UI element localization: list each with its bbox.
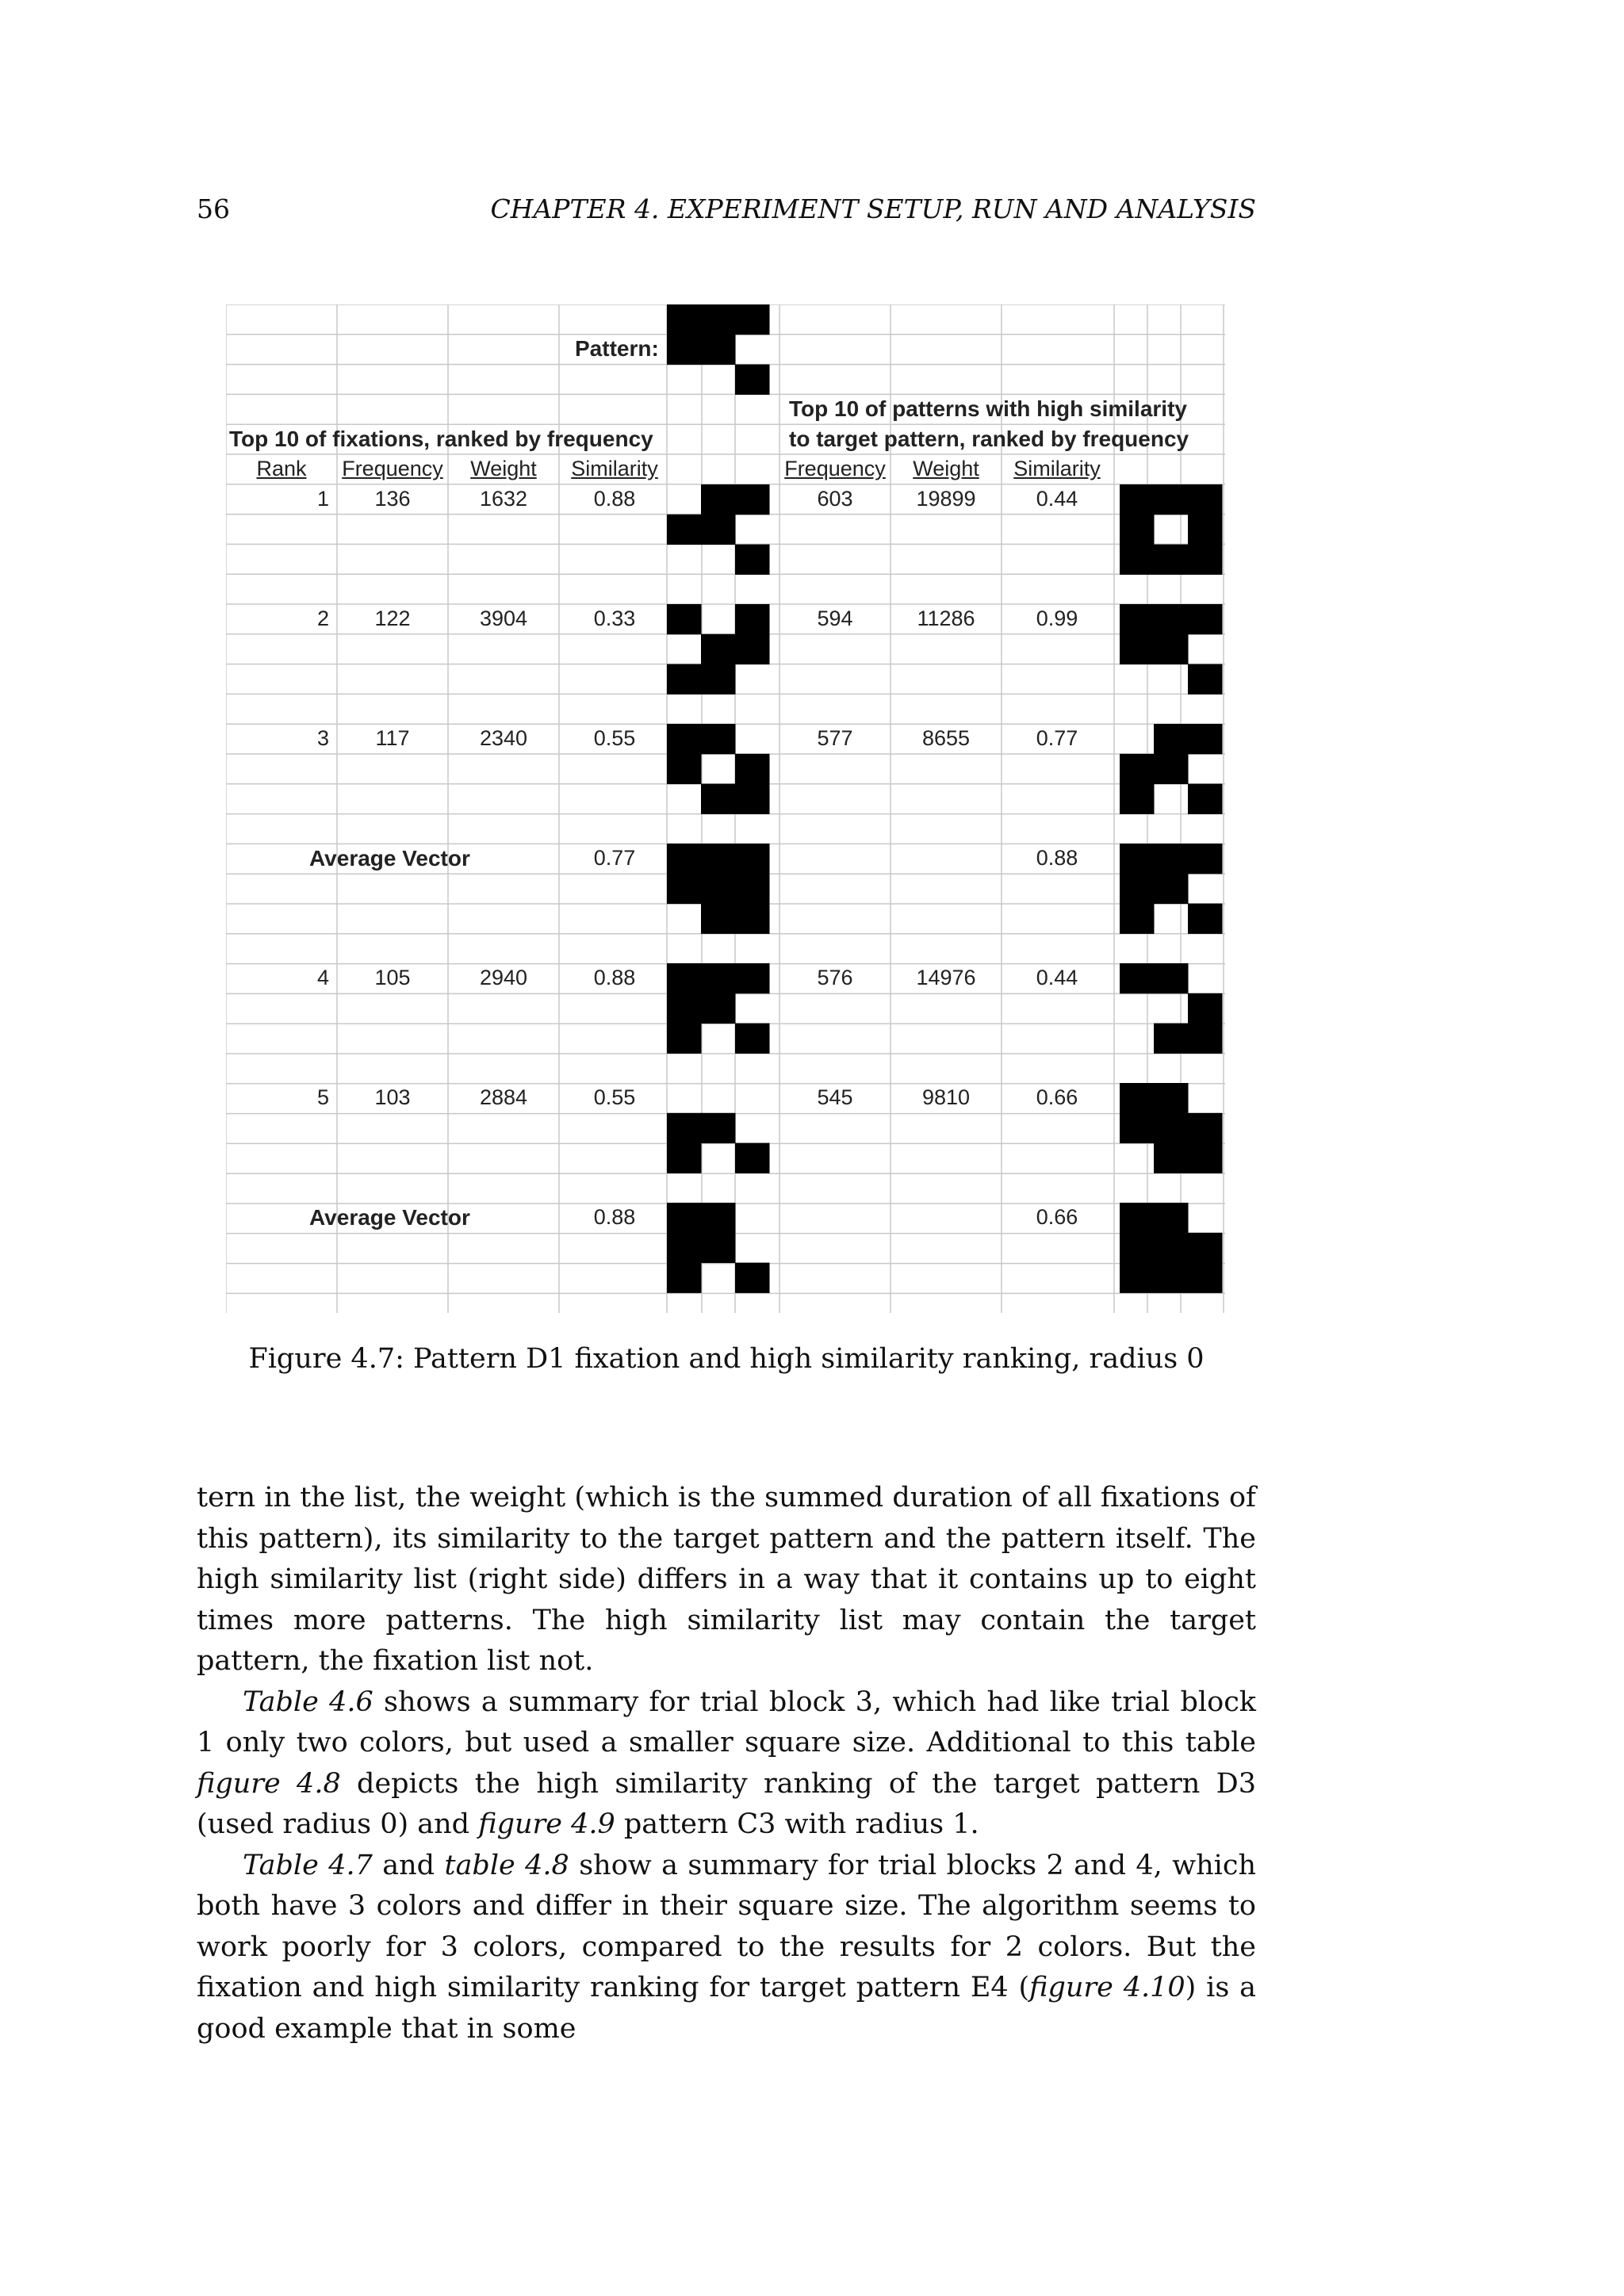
fixation-pattern-cell [667, 724, 702, 754]
similar-pattern-cell [1188, 724, 1223, 754]
row-frequency: 122 [374, 607, 411, 630]
paragraph [197, 1682, 1256, 1846]
row-similarity: 0.88 [593, 487, 636, 511]
row-right-weight: 14976 [916, 966, 976, 989]
row-weight: 2940 [479, 966, 528, 989]
row-rank: 1 [316, 487, 329, 511]
similar-pattern-cell [1120, 545, 1155, 575]
fixation-pattern-cell [701, 993, 736, 1024]
row-right-frequency: 594 [817, 607, 853, 630]
table-reference: Table 4.6 [243, 1686, 373, 1718]
header-right-frequency: Frequency [784, 457, 886, 480]
row-frequency: 117 [375, 726, 410, 750]
fixation-pattern-cell [667, 963, 702, 993]
left-title: Top 10 of fixations, ranked by frequency [229, 427, 653, 451]
fixation-pattern-cell [701, 1233, 736, 1263]
similar-pattern-cell [1154, 545, 1189, 575]
page-number: 56 [197, 193, 230, 224]
figure-reference: figure 4.10 [1029, 1972, 1185, 2003]
row-frequency: 105 [374, 966, 411, 989]
right-title-line1: Top 10 of patterns with high similarity [789, 396, 1187, 421]
fixation-pattern-cell [667, 515, 702, 545]
row-rank: 3 [316, 726, 329, 750]
figure-spreadsheet [226, 304, 1225, 1313]
figure-reference: figure 4.8 [197, 1767, 341, 1800]
fixation-pattern-cell [701, 874, 736, 904]
row-right-weight: 19899 [916, 487, 976, 511]
paragraph-text: pattern C3 with radius 1. [615, 1808, 979, 1840]
fixation-pattern-cell [735, 484, 770, 515]
paragraph-text: and [372, 1849, 445, 1881]
similar-pattern-cell [1188, 604, 1223, 634]
row-similarity: 0.55 [593, 726, 636, 750]
average-vector-label: Average Vector [309, 1205, 470, 1230]
header-rank: Rank [256, 457, 307, 480]
target-pattern-cell [701, 304, 736, 335]
similar-pattern-cell [1188, 484, 1223, 515]
table-reference: table 4.8 [444, 1849, 569, 1881]
row-rank: 4 [316, 966, 329, 989]
row-weight: 2884 [479, 1085, 528, 1109]
similar-pattern-cell [1154, 754, 1189, 784]
similar-pattern-cell [1188, 664, 1223, 695]
average-right-similarity: 0.88 [1036, 846, 1078, 870]
fixation-pattern-cell [701, 1203, 736, 1233]
average-similarity: 0.77 [593, 846, 636, 870]
row-right-similarity: 0.77 [1036, 726, 1078, 750]
row-frequency: 136 [374, 487, 411, 511]
paragraph-text: depicts the high similarity ranking of the target pattern D3 (used radius 0) and [197, 1767, 1256, 1840]
similar-pattern-cell [1120, 484, 1155, 515]
similar-pattern-cell [1120, 634, 1155, 664]
paragraph: tern in the list, the weight (which is the summed duration of all fixations of this pattern), its similarity to the target pattern and the pattern itself. The high similarity list (right side) differs in a way that it contains up to eight times more patterns. The high similarity list may contain the target pattern, the fixation list not. [197, 1482, 1256, 1677]
similar-pattern-cell [1120, 1233, 1155, 1263]
similar-pattern-cell [1188, 844, 1223, 874]
similar-pattern-cell [1188, 515, 1223, 545]
similar-pattern-cell [1154, 1083, 1189, 1113]
similar-pattern-cell [1188, 1143, 1223, 1173]
similar-pattern-cell [1154, 1203, 1189, 1233]
fixation-pattern-cell [667, 1143, 702, 1173]
row-frequency: 103 [374, 1085, 411, 1109]
similar-pattern-cell [1154, 634, 1189, 664]
row-right-similarity: 0.99 [1036, 607, 1078, 630]
header-right-similarity: Similarity [1013, 457, 1101, 480]
fixation-pattern-cell [735, 754, 770, 784]
fixation-pattern-cell [667, 604, 702, 634]
paragraph-text: shows a summary for trial block 3, which had like trial block 1 only two colors, but used a smaller square size. Additional to this table [197, 1686, 1257, 1758]
fixation-pattern-cell [735, 784, 770, 814]
row-right-frequency: 576 [817, 966, 853, 989]
fixation-pattern-cell [735, 963, 770, 993]
fixation-pattern-cell [735, 634, 770, 664]
fixation-pattern-cell [701, 515, 736, 545]
row-weight: 1632 [479, 487, 528, 511]
fixation-pattern-cell [735, 874, 770, 904]
similar-pattern-cell [1188, 1263, 1223, 1293]
similar-pattern-cell [1120, 1083, 1155, 1113]
average-similarity: 0.88 [593, 1205, 636, 1229]
target-pattern-cell [735, 304, 770, 335]
average-vector-label: Average Vector [309, 846, 470, 871]
row-right-frequency: 577 [817, 726, 853, 750]
fixation-pattern-cell [701, 963, 736, 993]
header-similarity: Similarity [571, 457, 658, 480]
similar-pattern-cell [1188, 784, 1223, 814]
header-right-weight: Weight [913, 457, 979, 480]
figure-reference: figure 4.9 [478, 1808, 615, 1840]
fixation-pattern-cell [667, 844, 702, 874]
fixation-pattern-cell [735, 1024, 770, 1054]
row-right-frequency: 545 [817, 1085, 853, 1109]
fixation-pattern-cell [701, 1113, 736, 1143]
fixation-pattern-cell [701, 724, 736, 754]
similar-pattern-cell [1188, 1113, 1223, 1143]
fixation-pattern-cell [667, 874, 702, 904]
running-head [197, 193, 1256, 232]
row-rank: 5 [316, 1085, 329, 1109]
chapter-title: CHAPTER 4. EXPERIMENT SETUP, RUN AND ANALYSIS [490, 193, 1256, 224]
similar-pattern-cell [1154, 1263, 1189, 1293]
fixation-pattern-cell [735, 545, 770, 575]
similar-pattern-cell [1120, 874, 1155, 904]
similar-pattern-cell [1188, 993, 1223, 1024]
similar-pattern-cell [1120, 604, 1155, 634]
row-right-similarity: 0.44 [1036, 487, 1078, 511]
fixation-pattern-cell [735, 1263, 770, 1293]
similar-pattern-cell [1154, 484, 1189, 515]
row-right-weight: 11286 [917, 607, 975, 630]
similar-pattern-cell [1120, 754, 1155, 784]
fixation-pattern-cell [735, 1143, 770, 1173]
row-right-weight: 8655 [921, 726, 971, 750]
fixation-pattern-cell [667, 1024, 702, 1054]
right-title-line2: to target pattern, ranked by frequency [789, 427, 1189, 451]
row-weight: 2340 [479, 726, 528, 750]
fixation-pattern-cell [701, 904, 736, 934]
target-pattern-cell [735, 365, 770, 395]
similar-pattern-cell [1120, 1263, 1155, 1293]
similar-pattern-cell [1120, 784, 1155, 814]
fixation-pattern-cell [667, 754, 702, 784]
similar-pattern-cell [1188, 904, 1223, 934]
target-pattern-cell [701, 335, 736, 365]
similar-pattern-cell [1154, 874, 1189, 904]
fixation-pattern-cell [735, 904, 770, 934]
similar-pattern-cell [1154, 1233, 1189, 1263]
similar-pattern-cell [1154, 604, 1189, 634]
table-reference: Table 4.7 [243, 1849, 373, 1881]
fixation-pattern-cell [667, 664, 702, 695]
similar-pattern-cell [1120, 904, 1155, 934]
similar-pattern-cell [1188, 1024, 1223, 1054]
header-weight: Weight [470, 457, 537, 480]
row-right-similarity: 0.44 [1036, 966, 1078, 989]
fixation-pattern-cell [701, 634, 736, 664]
average-right-similarity: 0.66 [1036, 1205, 1078, 1229]
figure-caption: Figure 4.7: Pattern D1 fixation and high similarity ranking, radius 0 [248, 1343, 1205, 1375]
fixation-pattern-cell [735, 604, 770, 634]
similar-pattern-cell [1154, 1143, 1189, 1173]
fixation-pattern-cell [701, 484, 736, 515]
similar-pattern-cell [1188, 1233, 1223, 1263]
body-text [197, 1478, 1256, 2049]
similar-pattern-cell [1154, 724, 1189, 754]
fixation-pattern-cell [667, 1233, 702, 1263]
fixation-pattern-cell [701, 784, 736, 814]
paragraph-text: show a summary for trial blocks 2 and 4, which both have 3 colors and differ in their square size. The algorithm seems to work poorly for 3 colors, compared to the results for 2 colors. But the fixation and high similarity ranking for target pattern E4 ( [197, 1849, 1257, 2003]
row-right-weight: 9810 [921, 1085, 971, 1109]
similar-pattern-cell [1120, 515, 1155, 545]
similar-pattern-cell [1154, 1113, 1189, 1143]
row-similarity: 0.33 [593, 607, 636, 630]
fixation-pattern-cell [667, 1263, 702, 1293]
paragraph-text: ) is a good example that in some [197, 1972, 1256, 2045]
fixation-pattern-cell [701, 664, 736, 695]
similar-pattern-cell [1188, 545, 1223, 575]
pattern-label: Pattern: [575, 336, 659, 361]
target-pattern-cell [667, 335, 702, 365]
row-right-frequency: 603 [817, 487, 853, 511]
target-pattern-cell [667, 304, 702, 335]
row-similarity: 0.88 [593, 966, 636, 989]
fixation-pattern-cell [667, 993, 702, 1024]
row-similarity: 0.55 [593, 1085, 636, 1109]
similar-pattern-cell [1154, 963, 1189, 993]
similar-pattern-cell [1120, 844, 1155, 874]
fixation-pattern-cell [667, 1203, 702, 1233]
fixation-pattern-cell [667, 1113, 702, 1143]
row-weight: 3904 [479, 607, 528, 630]
paragraph [197, 1846, 1256, 2050]
similar-pattern-cell [1120, 1113, 1155, 1143]
row-rank: 2 [316, 607, 329, 630]
similar-pattern-cell [1120, 1203, 1155, 1233]
similar-pattern-cell [1120, 963, 1155, 993]
similar-pattern-cell [1154, 1024, 1189, 1054]
fixation-pattern-cell [701, 844, 736, 874]
similar-pattern-cell [1154, 844, 1189, 874]
header-frequency: Frequency [342, 457, 443, 480]
row-right-similarity: 0.66 [1036, 1085, 1078, 1109]
fixation-pattern-cell [735, 844, 770, 874]
